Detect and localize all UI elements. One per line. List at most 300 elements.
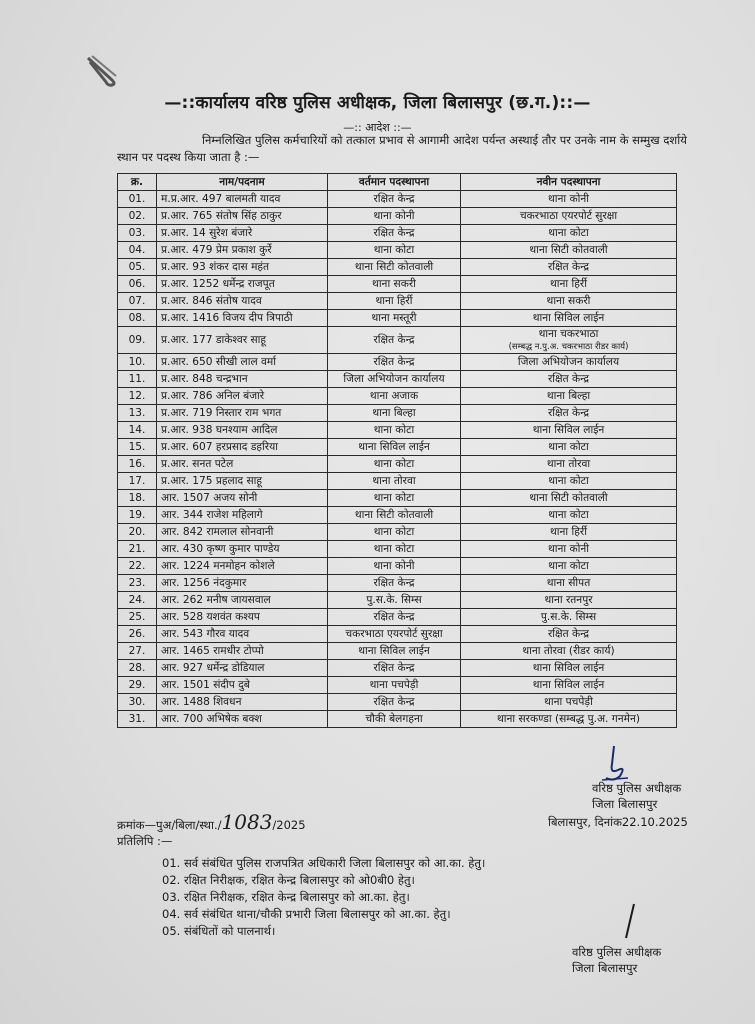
cell-new-posting bbox=[461, 225, 677, 242]
signatory-district: जिला बिलासपुर bbox=[592, 797, 658, 811]
signatory-designation: वरिष्ठ पुलिस अधीक्षक bbox=[592, 781, 682, 795]
cell-name-text: आर. 1256 नंदकुमार bbox=[161, 576, 247, 589]
cell-serial-text: 31. bbox=[128, 712, 146, 725]
signature-mark bbox=[600, 744, 630, 784]
cell-name-text: प्र.आर. 607 हरप्रसाद डहरिया bbox=[161, 440, 279, 453]
cell-serial bbox=[118, 575, 157, 592]
cell-name bbox=[157, 371, 328, 388]
cell-new-posting bbox=[461, 694, 677, 711]
cell-name bbox=[157, 456, 328, 473]
cell-note: (सम्बद्ध न.पु.अ. चकरभाठा रीडर कार्य) bbox=[508, 342, 629, 352]
cell-current-posting-text: थाना अजाक bbox=[369, 389, 419, 402]
cell-name bbox=[157, 660, 328, 677]
cell-current-posting bbox=[328, 694, 461, 711]
cell-current-posting bbox=[328, 191, 461, 208]
cell-new-posting-text: थाना कोनी bbox=[547, 542, 589, 555]
table-row bbox=[118, 327, 677, 354]
cell-current-posting bbox=[328, 422, 461, 439]
cell-current-posting-text: रक्षित केन्द्र bbox=[373, 192, 415, 205]
cell-name-text: म.प्र.आर. 497 बालमती यादव bbox=[161, 192, 281, 205]
cell-new-posting bbox=[461, 439, 677, 456]
copy-list bbox=[162, 855, 485, 940]
cell-new-posting-text: रक्षित केन्द्र bbox=[547, 406, 590, 419]
cell-name-text: प्र.आर. 1416 विजय दीप त्रिपाठी bbox=[161, 311, 293, 324]
cell-serial-text: 06. bbox=[128, 277, 146, 290]
cell-new-posting-text: थाना सरकण्डा (सम्बद्ध पु.अ. गनमेन) bbox=[497, 712, 640, 725]
cell-serial bbox=[118, 541, 157, 558]
cell-serial bbox=[118, 327, 157, 354]
cell-serial-text: 24. bbox=[128, 593, 146, 606]
cell-new-posting-text: थाना हिर्री bbox=[550, 277, 587, 290]
cell-current-posting bbox=[328, 541, 461, 558]
cell-current-posting-text: थाना कोनी bbox=[373, 559, 415, 572]
cell-serial bbox=[118, 259, 157, 276]
cell-current-posting-text: रक्षित केन्द्र bbox=[373, 355, 415, 368]
cell-serial bbox=[118, 354, 157, 371]
cell-name bbox=[157, 327, 328, 354]
cell-serial-text: 27. bbox=[128, 644, 146, 657]
cell-name-text: प्र.आर. 848 चन्द्रभान bbox=[161, 372, 248, 385]
cell-name bbox=[157, 208, 328, 225]
cell-current-posting bbox=[328, 626, 461, 643]
table-row bbox=[118, 276, 677, 293]
cell-new-posting bbox=[461, 310, 677, 327]
cell-new-posting bbox=[461, 388, 677, 405]
cell-new-posting bbox=[461, 422, 677, 439]
cell-name bbox=[157, 405, 328, 422]
cell-name-text: आर. 1224 मनमोहन कोशले bbox=[161, 559, 275, 572]
cell-name bbox=[157, 388, 328, 405]
cell-name bbox=[157, 694, 328, 711]
cell-current-posting bbox=[328, 490, 461, 507]
cell-new-posting-text: जिला अभियोजन कार्यालय bbox=[517, 355, 620, 368]
cell-serial-text: 12. bbox=[128, 389, 146, 402]
cell-name-text: प्र.आर. 93 शंकर दास महंत bbox=[161, 260, 270, 273]
cell-serial bbox=[118, 592, 157, 609]
cell-serial-text: 30. bbox=[128, 695, 146, 708]
cell-current-posting-text: थाना बिल्हा bbox=[372, 406, 416, 419]
cell-new-posting-text: थाना सिविल लाईन bbox=[532, 661, 605, 674]
cell-serial bbox=[118, 439, 157, 456]
reference-year: /2025 bbox=[272, 818, 306, 832]
cell-name bbox=[157, 191, 328, 208]
table-row bbox=[118, 259, 677, 276]
cell-current-posting bbox=[328, 507, 461, 524]
copy-item: 05. संबंधितों को पालनार्थ। bbox=[162, 924, 276, 938]
cell-new-posting bbox=[461, 327, 677, 354]
cell-current-posting-text: रक्षित केन्द्र bbox=[373, 695, 415, 708]
cell-current-posting bbox=[328, 388, 461, 405]
cell-name bbox=[157, 541, 328, 558]
table-row bbox=[118, 388, 677, 405]
cell-serial-text: 07. bbox=[128, 294, 146, 307]
cell-name bbox=[157, 354, 328, 371]
cell-new-posting bbox=[461, 711, 677, 728]
cell-current-posting-text: रक्षित केन्द्र bbox=[373, 661, 415, 674]
table-row bbox=[118, 609, 677, 626]
signature-stroke bbox=[622, 902, 638, 942]
table-row bbox=[118, 225, 677, 242]
cell-current-posting-text: थाना कोटा bbox=[373, 542, 415, 555]
cell-new-posting-text: थाना कोटा bbox=[548, 226, 589, 239]
cell-name-text: आर. 1507 अजय सोनी bbox=[161, 491, 258, 504]
cell-current-posting bbox=[328, 310, 461, 327]
cell-new-posting-text: थाना कोटा bbox=[548, 508, 589, 521]
cell-serial bbox=[118, 310, 157, 327]
cell-serial-text: 17. bbox=[128, 474, 146, 487]
cell-name bbox=[157, 293, 328, 310]
cell-new-posting bbox=[461, 609, 677, 626]
cell-serial bbox=[118, 677, 157, 694]
cell-serial bbox=[118, 626, 157, 643]
cell-serial-text: 03. bbox=[128, 226, 146, 239]
cell-name bbox=[157, 422, 328, 439]
cell-name-text: आर. 344 राजेश महिलागे bbox=[161, 508, 263, 521]
cell-new-posting bbox=[461, 524, 677, 541]
cell-name bbox=[157, 259, 328, 276]
cell-current-posting-text: थाना कोटा bbox=[373, 243, 415, 256]
cell-new-posting bbox=[461, 242, 677, 259]
copy-item: 03. रक्षित निरीक्षक, रक्षित केन्द्र बिलासपुर को आ.का. हेतु। bbox=[162, 890, 410, 904]
cell-new-posting bbox=[461, 643, 677, 660]
cell-new-posting bbox=[461, 626, 677, 643]
cell-serial-text: 01. bbox=[128, 192, 146, 205]
cell-current-posting-text: थाना सकरी bbox=[372, 277, 416, 290]
cell-name bbox=[157, 592, 328, 609]
cell-serial-text: 19. bbox=[128, 508, 146, 521]
cell-name-text: प्र.आर. 175 प्रहलाद साहू bbox=[161, 474, 262, 487]
cell-name-text: प्र.आर. 719 निस्तार राम भगत bbox=[161, 406, 282, 419]
cell-current-posting-text: थाना सिविल लाईन bbox=[358, 440, 430, 453]
cell-name-text: आर. 1501 संदीप दुबे bbox=[161, 678, 250, 691]
cell-name bbox=[157, 643, 328, 660]
cell-new-posting bbox=[461, 541, 677, 558]
table-row bbox=[118, 626, 677, 643]
cell-serial bbox=[118, 524, 157, 541]
cell-new-posting bbox=[461, 354, 677, 371]
cell-current-posting bbox=[328, 558, 461, 575]
cell-name-text: आर. 927 धर्मेन्द्र डोडियाल bbox=[161, 661, 265, 674]
cell-current-posting bbox=[328, 592, 461, 609]
header-new-posting: नवीन पदस्थापना bbox=[461, 174, 677, 191]
cell-name-text: आर. 543 गौरव यादव bbox=[161, 627, 250, 640]
cell-name-text: प्र.आर. 938 घनश्याम आदिल bbox=[161, 423, 278, 436]
cell-new-posting bbox=[461, 191, 677, 208]
table-row bbox=[118, 694, 677, 711]
transfer-table bbox=[117, 173, 677, 728]
cell-new-posting-text: थाना कोनी bbox=[547, 192, 589, 205]
cell-serial bbox=[118, 711, 157, 728]
header-name: नाम/पदनाम bbox=[157, 174, 328, 191]
cell-new-posting-text: रक्षित केन्द्र bbox=[547, 260, 590, 273]
cell-current-posting bbox=[328, 677, 461, 694]
cell-name bbox=[157, 310, 328, 327]
copy-signatory-block bbox=[572, 944, 661, 976]
cell-current-posting bbox=[328, 276, 461, 293]
cell-name-text: प्र.आर. 650 सीखी लाल वर्मा bbox=[161, 355, 277, 368]
cell-current-posting-text: चकरभाठा एयरपोर्ट सुरक्षा bbox=[345, 627, 443, 640]
cell-name-text: प्र.आर. 786 अनिल बंजारे bbox=[161, 389, 265, 402]
cell-name-text: आर. 262 मनीष जायसवाल bbox=[161, 593, 271, 606]
cell-name-text: आर. 528 यशवंत कश्यप bbox=[161, 610, 260, 623]
cell-current-posting-text: रक्षित केन्द्र bbox=[373, 610, 415, 623]
cell-name bbox=[157, 225, 328, 242]
cell-serial-text: 22. bbox=[128, 559, 146, 572]
table-row bbox=[118, 310, 677, 327]
cell-name-text: प्र.आर. 846 संतोष यादव bbox=[161, 294, 262, 307]
cell-serial bbox=[118, 473, 157, 490]
cell-serial-text: 18. bbox=[128, 491, 146, 504]
cell-current-posting-text: थाना पचपेड़ी bbox=[369, 678, 419, 691]
cell-serial-text: 08. bbox=[128, 311, 146, 324]
table-row bbox=[118, 643, 677, 660]
cell-current-posting bbox=[328, 643, 461, 660]
header-current-posting: वर्तमान पदस्थापना bbox=[328, 174, 461, 191]
cell-name bbox=[157, 276, 328, 293]
cell-current-posting bbox=[328, 225, 461, 242]
table-row bbox=[118, 293, 677, 310]
cell-serial bbox=[118, 456, 157, 473]
cell-current-posting bbox=[328, 371, 461, 388]
cell-current-posting bbox=[328, 711, 461, 728]
cell-new-posting bbox=[461, 259, 677, 276]
cell-new-posting-text: थाना चकरभाठा bbox=[538, 328, 599, 340]
cell-serial-text: 13. bbox=[128, 406, 146, 419]
cell-current-posting-text: थाना कोटा bbox=[373, 423, 415, 436]
copy-item: 01. सर्व संबंधित पुलिस राजपत्रित अधिकारी जिला बिलासपुर को आ.का. हेतु। bbox=[162, 856, 486, 870]
cell-new-posting-text: थाना तोरवा bbox=[546, 457, 591, 470]
cell-new-posting-text: थाना सिटी कोतवाली bbox=[529, 243, 608, 256]
table-row bbox=[118, 208, 677, 225]
cell-current-posting bbox=[328, 456, 461, 473]
cell-serial-text: 25. bbox=[128, 610, 146, 623]
cell-serial-text: 10. bbox=[128, 355, 146, 368]
intro-paragraph: निम्नलिखित पुलिस कर्मचारियों को तत्काल प्रभाव से आगामी आदेश पर्यन्त अस्थाई तौर पर उनके नाम के सम्मुख दर्शाये स्थान पर पदस्थ किया जाता है :— bbox=[117, 133, 687, 164]
copy-label: प्रतिलिपि :— bbox=[117, 834, 173, 848]
cell-serial-text: 15. bbox=[128, 440, 146, 453]
cell-name bbox=[157, 524, 328, 541]
cell-new-posting bbox=[461, 456, 677, 473]
cell-serial-text: 23. bbox=[128, 576, 146, 589]
cell-serial bbox=[118, 208, 157, 225]
table-row bbox=[118, 660, 677, 677]
cell-new-posting-text: थाना तोरवा (रीडर कार्य) bbox=[522, 644, 615, 657]
cell-serial bbox=[118, 643, 157, 660]
table-header-row bbox=[118, 174, 677, 191]
cell-serial bbox=[118, 558, 157, 575]
cell-name bbox=[157, 626, 328, 643]
cell-current-posting-text: रक्षित केन्द्र bbox=[373, 226, 415, 239]
cell-new-posting-text: थाना कोटा bbox=[548, 559, 589, 572]
cell-new-posting bbox=[461, 507, 677, 524]
table-row bbox=[118, 242, 677, 259]
table-row bbox=[118, 422, 677, 439]
cell-current-posting-text: थाना कोटा bbox=[373, 457, 415, 470]
cell-current-posting bbox=[328, 660, 461, 677]
cell-name bbox=[157, 677, 328, 694]
table-row bbox=[118, 558, 677, 575]
cell-serial bbox=[118, 422, 157, 439]
cell-serial bbox=[118, 293, 157, 310]
table-row bbox=[118, 524, 677, 541]
cell-new-posting bbox=[461, 677, 677, 694]
cell-name bbox=[157, 490, 328, 507]
cell-serial-text: 09. bbox=[128, 333, 146, 346]
cell-new-posting bbox=[461, 371, 677, 388]
cell-name bbox=[157, 575, 328, 592]
cell-serial bbox=[118, 490, 157, 507]
cell-new-posting bbox=[461, 405, 677, 422]
copy-signatory-district: जिला बिलासपुर bbox=[572, 961, 638, 975]
cell-current-posting bbox=[328, 208, 461, 225]
cell-name bbox=[157, 609, 328, 626]
table-row bbox=[118, 677, 677, 694]
table-row bbox=[118, 405, 677, 422]
cell-serial-text: 02. bbox=[128, 209, 146, 222]
cell-new-posting-text: थाना कोटा bbox=[548, 440, 589, 453]
cell-new-posting bbox=[461, 293, 677, 310]
cell-name-text: प्र.आर. 765 संतोष सिंह ठाकुर bbox=[161, 209, 282, 222]
cell-current-posting bbox=[328, 354, 461, 371]
cell-new-posting bbox=[461, 558, 677, 575]
cell-name-text: प्र.आर. 479 प्रेम प्रकाश कुर्रे bbox=[161, 243, 272, 256]
cell-name-text: प्र.आर. 177 डाकेश्वर साहू bbox=[161, 333, 267, 346]
cell-name-text: प्र.आर. सनत पटेल bbox=[161, 457, 234, 470]
cell-new-posting-text: थाना सकरी bbox=[546, 294, 591, 307]
reference-number bbox=[117, 810, 306, 834]
cell-serial-text: 29. bbox=[128, 678, 146, 691]
table-row bbox=[118, 592, 677, 609]
cell-new-posting-text: चकरभाठा एयरपोर्ट सुरक्षा bbox=[519, 209, 618, 222]
cell-serial-text: 05. bbox=[128, 260, 146, 273]
cell-new-posting-text: रक्षित केन्द्र bbox=[547, 627, 590, 640]
cell-current-posting bbox=[328, 575, 461, 592]
office-title: —::कार्यालय वरिष्ठ पुलिस अधीक्षक, जिला बिलासपुर (छ.ग.)::— bbox=[164, 93, 591, 113]
cell-current-posting-text: जिला अभियोजन कार्यालय bbox=[343, 372, 445, 385]
table-row bbox=[118, 191, 677, 208]
cell-current-posting-text: थाना कोटा bbox=[373, 525, 415, 538]
cell-name bbox=[157, 711, 328, 728]
cell-name-text: आर. 842 रामलाल सोनवानी bbox=[161, 525, 274, 538]
cell-new-posting bbox=[461, 660, 677, 677]
cell-current-posting-text: पु.स.के. सिम्स bbox=[366, 593, 422, 606]
cell-name bbox=[157, 507, 328, 524]
cell-current-posting-text: रक्षित केन्द्र bbox=[373, 333, 415, 346]
cell-name bbox=[157, 558, 328, 575]
cell-name bbox=[157, 439, 328, 456]
cell-current-posting-text: थाना सिटी कोतवाली bbox=[354, 508, 434, 521]
cell-current-posting bbox=[328, 242, 461, 259]
table-row bbox=[118, 541, 677, 558]
cell-current-posting-text: थाना मस्तूरी bbox=[371, 311, 417, 324]
table-row bbox=[118, 456, 677, 473]
table-row bbox=[118, 575, 677, 592]
cell-name bbox=[157, 242, 328, 259]
cell-serial bbox=[118, 507, 157, 524]
table-row bbox=[118, 371, 677, 388]
cell-name-text: प्र.आर. 1252 धर्मेन्द्र राजपूत bbox=[161, 277, 275, 290]
cell-new-posting-text: थाना सिटी कोतवाली bbox=[529, 491, 608, 504]
cell-new-posting-text: थाना हिर्री bbox=[550, 525, 587, 538]
cell-serial-text: 21. bbox=[128, 542, 146, 555]
cell-current-posting-text: रक्षित केन्द्र bbox=[373, 576, 415, 589]
cell-serial bbox=[118, 371, 157, 388]
cell-serial bbox=[118, 405, 157, 422]
cell-new-posting-text: पु.स.के. सिम्स bbox=[540, 610, 597, 623]
cell-current-posting-text: थाना तोरवा bbox=[372, 474, 416, 487]
cell-serial-text: 11. bbox=[128, 372, 146, 385]
cell-current-posting bbox=[328, 439, 461, 456]
table-row bbox=[118, 473, 677, 490]
cell-new-posting-text: थाना कोटा bbox=[548, 474, 589, 487]
cell-new-posting bbox=[461, 208, 677, 225]
table-row bbox=[118, 490, 677, 507]
reference-handwritten-number: 1083 bbox=[221, 810, 273, 834]
cell-new-posting bbox=[461, 575, 677, 592]
cell-current-posting-text: थाना हिर्री bbox=[375, 294, 413, 307]
cell-serial-text: 14. bbox=[128, 423, 146, 436]
cell-current-posting bbox=[328, 327, 461, 354]
cell-current-posting bbox=[328, 293, 461, 310]
cell-serial bbox=[118, 242, 157, 259]
cell-new-posting bbox=[461, 490, 677, 507]
table-row bbox=[118, 711, 677, 728]
reference-prefix: क्रमांक—पुअ/बिला/स्था./ bbox=[117, 818, 222, 832]
cell-serial-text: 26. bbox=[128, 627, 146, 640]
cell-current-posting bbox=[328, 405, 461, 422]
cell-serial-text: 28. bbox=[128, 661, 146, 674]
cell-serial bbox=[118, 225, 157, 242]
cell-new-posting bbox=[461, 592, 677, 609]
cell-serial bbox=[118, 694, 157, 711]
cell-serial bbox=[118, 191, 157, 208]
cell-serial-text: 16. bbox=[128, 457, 146, 470]
cell-new-posting-text: थाना सिविल लाईन bbox=[532, 423, 605, 436]
cell-new-posting-text: थाना सिविल लाईन bbox=[532, 678, 605, 691]
cell-serial bbox=[118, 388, 157, 405]
table-row bbox=[118, 439, 677, 456]
cell-current-posting-text: थाना सिविल लाईन bbox=[358, 644, 430, 657]
cell-serial-text: 20. bbox=[128, 525, 146, 538]
cell-new-posting-text: थाना सिविल लाईन bbox=[532, 311, 605, 324]
cell-current-posting bbox=[328, 259, 461, 276]
cell-new-posting-text: रक्षित केन्द्र bbox=[547, 372, 590, 385]
cell-name bbox=[157, 473, 328, 490]
copy-signatory-designation: वरिष्ठ पुलिस अधीक्षक bbox=[572, 945, 662, 959]
cell-name-text: आर. 1488 शिवधन bbox=[161, 695, 242, 708]
cell-new-posting-text: थाना बिल्हा bbox=[546, 389, 591, 402]
cell-new-posting-text: थाना रतनपुर bbox=[544, 593, 593, 606]
header-serial: क्र. bbox=[118, 174, 157, 191]
cell-current-posting-text: चौकी बेलगहना bbox=[365, 712, 423, 725]
table-row bbox=[118, 354, 677, 371]
paper-pin-icon bbox=[82, 52, 122, 88]
cell-current-posting-text: थाना कोटा bbox=[373, 491, 415, 504]
cell-serial bbox=[118, 276, 157, 293]
order-heading: —:: आदेश ::— bbox=[343, 121, 412, 134]
signatory-block bbox=[592, 780, 681, 812]
cell-serial-text: 04. bbox=[128, 243, 146, 256]
cell-new-posting-text: थाना सीपत bbox=[546, 576, 591, 589]
cell-name-text: आर. 1465 रामधीर टोप्पो bbox=[161, 644, 264, 657]
cell-new-posting-text: थाना पचपेड़ी bbox=[544, 695, 593, 708]
cell-current-posting bbox=[328, 524, 461, 541]
copy-item: 04. सर्व संबंधित थाना/चौकी प्रभारी जिला बिलासपुर को आ.का. हेतु। bbox=[162, 907, 451, 921]
copy-item: 02. रक्षित निरीक्षक, रक्षित केन्द्र बिलासपुर को ओ0बी0 हेतु। bbox=[162, 873, 415, 887]
cell-serial bbox=[118, 660, 157, 677]
cell-name-text: आर. 430 कृष्ण कुमार पाण्डेय bbox=[161, 542, 280, 555]
cell-current-posting bbox=[328, 609, 461, 626]
